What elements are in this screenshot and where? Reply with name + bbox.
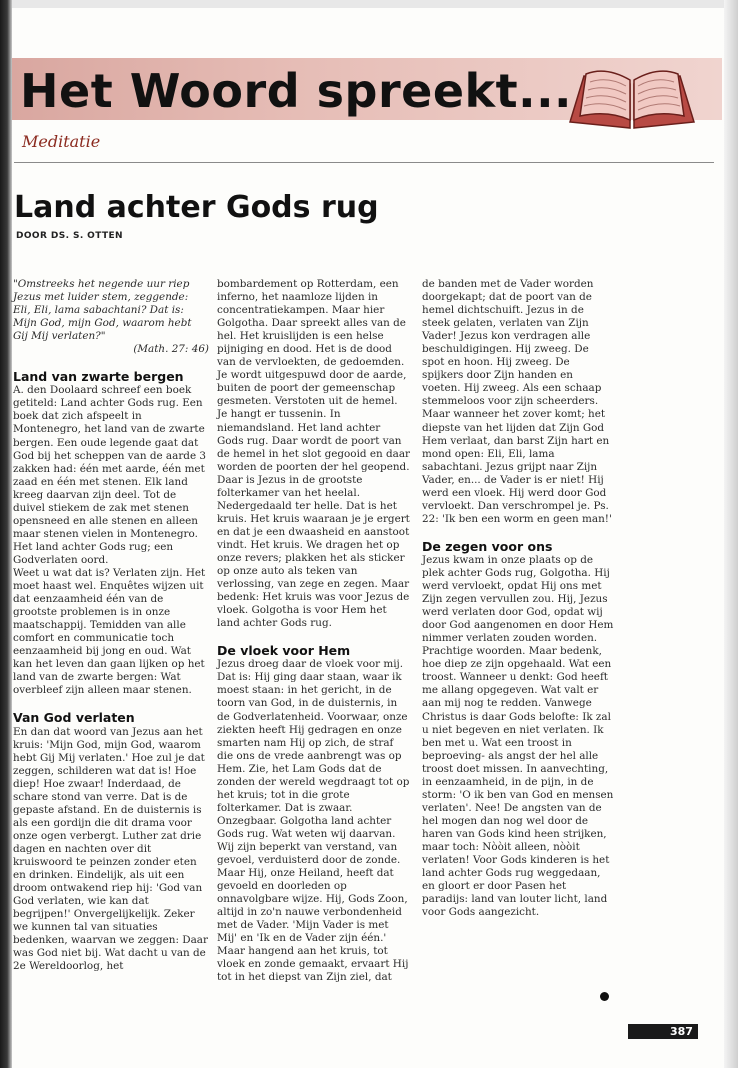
end-mark-bullet: [600, 992, 609, 1001]
subheading: Land van zwarte bergen: [13, 369, 184, 385]
paragraph: bombardement op Rotterdam, een inferno, het naamloze lijden in concentratiekampen. Maar hier Golgotha. Daar spreekt alles van de hel. Het kruislijden is een helse pijniging en dood. Het is de dood van de vervloekten, de gedoemden. Je wordt uitgespuwd door de aarde, buiten de poort der gemeenschap gesmeten. Verstoten uit de hemel. Je hangt er tussenin. In niemandsland. Het land achter Gods rug. Daar wordt de poort van de hemel in het slot gegooid en daar worden de poorten der hel geopend. Daar is Jezus in de grootste folterkamer van het heelal. Nedergedaald ter helle. Dat is het kruis. Het kruis waaraan je je ergert en dat je een dwaasheid en aanstoot vindt. Het kruis. We dragen het op onze revers; plakken het als sticker op onze auto als teken van verlossing, van zege en zegen. Maar bedenk: Het kruis was voor Jezus de vloek. Golgotha is voor Hem het land achter Gods rug.: [217, 278, 410, 630]
paragraph: de banden met de Vader worden doorgekapt; dat de poort van de hemel dichtschuift. Jezus in de steek gelaten, verlaten van Zijn Vader! Jezus kon verdragen alle beschuldigingen. Hij zweeg. De spot en hoon. Hij zweeg. De spijkers door Zijn handen en voeten. Hij zweeg. Als een schaap stemmeloos voor zijn scheerders. Maar wanneer het zover komt; het diepste van het lijden dat Zijn God Hem verlaat, dan barst Zijn hart en mond open: Eli, Eli, lama sabachtani. Jezus grijpt naar Zijn Vader, en... de Vader is er niet! Hij werd een vloek. Hij werd door God vervloekt. Dan verschrompel je. Ps. 22: 'Ik ben een worm en geen man!': [422, 278, 612, 525]
page-top-edge: [0, 0, 738, 8]
subheading: De vloek voor Hem: [217, 643, 351, 659]
column-title: Het Woord spreekt...: [20, 64, 573, 118]
section-label: Meditatie: [22, 132, 101, 151]
paragraph: A. den Doolaard schreef een boek getiteld: Land achter Gods rug. Een boek dat zich afspeelt in Montenegro, het land van de zwarte bergen. Een oude legende gaat dat God bij het scheppen van de aarde 3 zakken had: één met aarde, één met zaad en één met stenen. Elk land kreeg daarvan zijn deel. Tot de duivel stiekem de zak met stenen opensneed en alle stenen en alleen maar stenen vielen in Montenegro. Het land achter Gods rug; een Godverlaten oord.: [13, 384, 207, 566]
paragraph: Jezus kwam in onze plaats op de plek achter Gods rug, Golgotha. Hij werd vervloekt, opdat Hij ons met Zijn zegen vervullen zou. Hij, Jezus werd verlaten door God, opdat wij door God aangenomen en door Hem nimmer verlaten zouden worden. Prachtige woorden. Maar bedenk, hoe diep ze zijn opgehaald. Wat een troost. Wanneer u denkt: God heeft me allang opgegeven. Wat valt er aan mij nog te redden. Vanwege Christus is daar Gods belofte: Ik zal u niet begeven en niet verlaten. Ik ben met u. Wat een troost in beproeving- als angst der hel alle troost doet missen. In aanvechting, in eenzaamheid, in de pijn, in de storm: 'O ik ben van God en mensen verlaten'. Nee! De angsten van de hel mogen dan nog wel door de haren van Gods kind heen strijken, maar toch: Nòòit alleen, nòòit verlaten! Voor Gods kinderen is het land achter Gods rug weggedaan, en gloort er door Pasen het paradijs: land van louter licht, land voor Gods aangezicht.: [422, 553, 614, 919]
byline: DOOR DS. S. OTTEN: [16, 231, 123, 241]
article-title: Land achter Gods rug: [14, 190, 379, 225]
divider: [14, 162, 714, 163]
page-right-edge: [724, 0, 738, 1068]
page-number: 387: [670, 1025, 693, 1038]
paragraph: Weet u wat dat is? Verlaten zijn. Het moet haast wel. Enquêtes wijzen uit dat eenzaamheid één van de grootste problemen is in onze maatschappij. Temidden van alle comfort en communicatie toch eenzaamheid bij jong en oud. Wat kan het leven dan gaan lijken op het land van de zwarte bergen: Wat overbleef zijn alleen maar stenen.: [13, 566, 206, 697]
text-column-1: [13, 278, 209, 973]
scripture-reference: (Math. 27: 46): [133, 343, 209, 356]
subheading: De zegen voor ons: [422, 538, 553, 554]
binding-spine: [0, 0, 12, 1068]
paragraph: Jezus droeg daar de vloek voor mij. Dat is: Hij ging daar staan, waar ik moest staan: in het gericht, in de toorn van God, in de duisternis, in de Godverlatenheid. Voorwaar, onze ziekten heeft Hij gedragen en onze smarten nam Hij op zich, de straf die ons de vrede aanbrengt was op Hem. Zie, het Lam Gods dat de zonden der wereld wegdraagt tot op het kruis; tot in die grote folterkamer. Dat is zwaar. Onzegbaar. Golgotha land achter Gods rug. Wat weten wij daarvan. Wij zijn beperkt van verstand, van gevoel, verduisterd door de zonde. Maar Hij, onze Heiland, heeft dat gevoeld en doorleden op onnavolgbare wijze. Hij, Gods Zoon, altijd in zo'n nauwe verbondenheid met de Vader. 'Mijn Vader is met Mij' en 'Ik en de Vader zijn één.' Maar hangend aan het kruis, tot vloek en zonde gemaakt, ervaart Hij tot in het diepst van Zijn ziel, dat: [217, 658, 410, 984]
subheading: Van God verlaten: [13, 710, 135, 726]
scripture-quote: "Omstreeks het negende uur riep Jezus met luider stem, zeggende: Eli, Eli, lama sabachtani? Dat is: Mijn God, mijn God, waarom hebt Gij Mij verlaten?": [13, 278, 192, 343]
text-column-2: [217, 278, 410, 984]
open-book-icon: [566, 62, 698, 130]
text-column-3: [422, 278, 614, 919]
paragraph: En dan dat woord van Jezus aan het kruis: 'Mijn God, mijn God, waarom hebt Gij Mij verlaten.' Hoe zul je dat zeggen, schilderen wat dat is! Hoe diep! Hoe zwaar! Inderdaad, de schare stond van verre. Dat is de gepaste afstand. En de duisternis is als een gordijn die dit drama voor onze ogen verbergt. Luther zat drie dagen en nachten over dit kruiswoord te peinzen zonder eten en drinken. Eindelijk, als uit een droom ontwakend riep hij: 'God van God verlaten, wie kan dat begrijpen!' Onvergelijkelijk. Zeker we kunnen tal van situaties bedenken, waarvan we zeggen: Daar was God niet bij. Wat dacht u van de 2e Wereldoorlog, het: [13, 725, 208, 973]
